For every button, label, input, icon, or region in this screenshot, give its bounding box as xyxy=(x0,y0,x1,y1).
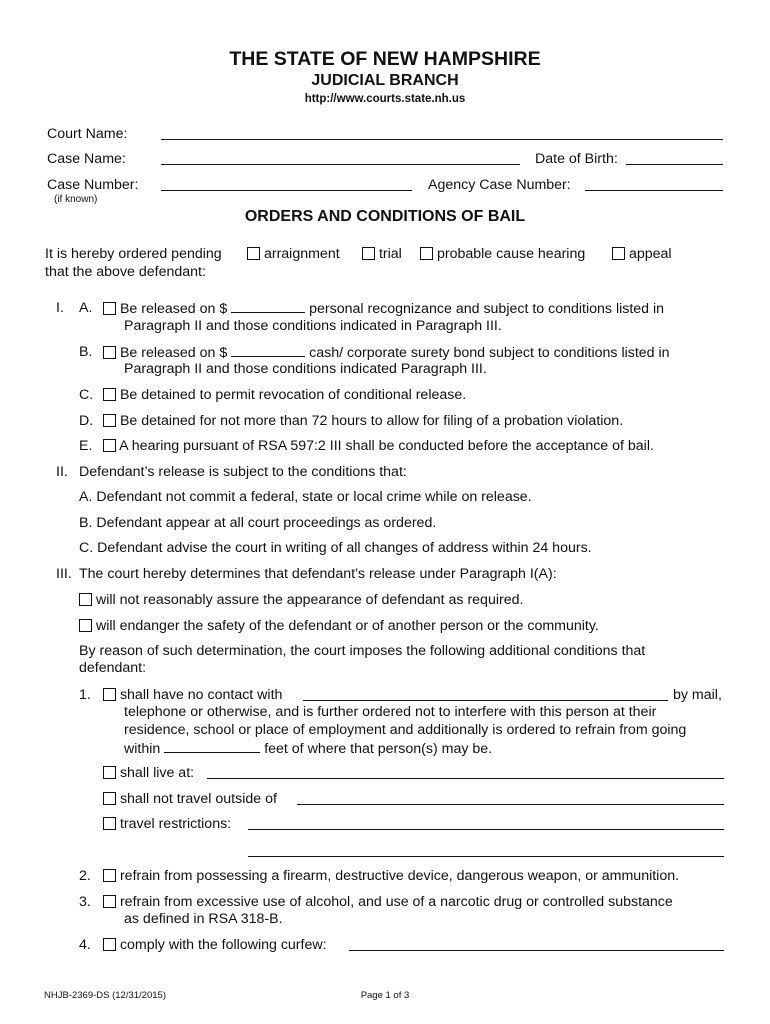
condition-1-text-5b: feet of where that person(s) may be. xyxy=(264,741,493,757)
travel-restrictions-option xyxy=(103,816,231,833)
date-of-birth-field[interactable] xyxy=(626,164,723,165)
checkbox-arraignment[interactable] xyxy=(247,247,260,260)
section-3-intro: The court hereby determines that defendant’s release under Paragraph I(A): xyxy=(79,566,557,582)
condition-2c: C. Defendant advise the court in writing of all changes of address within 24 hours. xyxy=(79,540,592,556)
condition-3-text-1: refrain from excessive use of alcohol, and use of a narcotic drug or controlled substance xyxy=(119,894,673,910)
option-trial-label: trial xyxy=(378,246,402,262)
item-1b-text-2: cash/ corporate surety bond subject to conditions listed in xyxy=(309,345,670,361)
item-1b xyxy=(103,344,670,362)
condition-1-text-2: by mail, xyxy=(673,687,722,703)
item-1a-text-2: personal recognizance and subject to conditions listed in xyxy=(309,301,665,317)
condition-4-text: comply with the following curfew: xyxy=(119,937,327,953)
condition-3-text-2: as defined in RSA 318-B. xyxy=(124,911,283,927)
item-1a-text-3: Paragraph II and those conditions indicated in Paragraph III. xyxy=(124,318,502,334)
checkbox-1c[interactable] xyxy=(103,388,116,401)
condition-1 xyxy=(103,687,282,704)
case-number-label: Case Number: xyxy=(47,177,139,193)
checkbox-appeal[interactable] xyxy=(612,247,625,260)
determination-appearance xyxy=(79,592,523,609)
travel-restrictions-field[interactable] xyxy=(248,829,724,830)
case-name-label: Case Name: xyxy=(47,151,126,167)
item-1c-label: C. xyxy=(79,387,94,403)
checkbox-trial[interactable] xyxy=(362,247,375,260)
checkbox-curfew[interactable] xyxy=(103,938,116,951)
checkbox-firearm[interactable] xyxy=(103,869,116,882)
option-arraignment[interactable] xyxy=(247,246,340,263)
checkbox-live-at[interactable] xyxy=(103,766,116,779)
condition-3 xyxy=(103,894,673,911)
checkbox-alcohol[interactable] xyxy=(103,895,116,908)
section-2-intro: Defendant’s release is subject to the conditions that: xyxy=(79,464,407,480)
item-1e-label: E. xyxy=(79,438,93,454)
checkbox-1b[interactable] xyxy=(103,346,116,359)
agency-case-number-label: Agency Case Number: xyxy=(428,177,571,193)
travel-restrictions-field-2[interactable] xyxy=(248,856,724,857)
case-name-field[interactable] xyxy=(161,164,520,165)
recognizance-amount-field[interactable] xyxy=(231,300,305,313)
condition-1-text-5a: within xyxy=(124,741,161,757)
live-at-option xyxy=(103,765,194,782)
determination-safety xyxy=(79,618,599,635)
reason-text-2: defendant: xyxy=(79,660,147,676)
option-trial[interactable] xyxy=(362,246,402,263)
condition-1-text-3: telephone or otherwise, and is further ordered not to interfere with this person at their xyxy=(124,704,657,720)
condition-2a: A. Defendant not commit a federal, state or local crime while on release. xyxy=(79,489,532,505)
surety-amount-field[interactable] xyxy=(231,344,305,357)
option-arraignment-label: arraignment xyxy=(263,246,340,262)
checkbox-1a[interactable] xyxy=(103,302,116,315)
court-name-field[interactable] xyxy=(161,139,723,140)
condition-1-line-5 xyxy=(124,740,492,758)
pending-text-2: that the above defendant: xyxy=(45,264,206,280)
page-title: THE STATE OF NEW HAMPSHIRE xyxy=(229,48,541,70)
determination-safety-text: will endanger the safety of the defendant or of another person or the community. xyxy=(95,618,599,634)
live-at-label: shall live at: xyxy=(119,765,195,781)
checkbox-no-contact[interactable] xyxy=(103,688,116,701)
item-1b-text-3: Paragraph II and those conditions indicated Paragraph III. xyxy=(124,361,487,377)
condition-4 xyxy=(103,937,327,954)
condition-4-label: 4. xyxy=(79,937,91,953)
section-1-numeral: I. xyxy=(56,300,64,316)
pending-text: It is hereby ordered pending xyxy=(45,246,222,262)
page-number: Page 1 of 3 xyxy=(360,990,410,1001)
curfew-field[interactable] xyxy=(349,950,724,951)
option-appeal-label: appeal xyxy=(628,246,672,262)
checkbox-safety[interactable] xyxy=(79,619,92,632)
item-1d-text: Be detained for not more than 72 hours to allow for filing of a probation violation. xyxy=(119,413,624,429)
section-3-numeral: III. xyxy=(56,566,72,582)
no-contact-name-field[interactable] xyxy=(303,700,668,701)
checkbox-1e[interactable] xyxy=(103,439,116,452)
item-1b-text-1: Be released on $ xyxy=(119,345,228,361)
if-known-note: (if known) xyxy=(54,194,98,205)
checkbox-1d[interactable] xyxy=(103,414,116,427)
court-name-label: Court Name: xyxy=(47,126,128,142)
condition-2-label: 2. xyxy=(79,868,91,884)
checkbox-probable-cause-hearing[interactable] xyxy=(420,247,433,260)
item-1e xyxy=(103,438,654,455)
checkbox-travel-restrictions[interactable] xyxy=(103,817,116,830)
travel-outside-option xyxy=(103,791,277,808)
court-url: http://www.courts.state.nh.us xyxy=(304,93,466,105)
condition-3-label: 3. xyxy=(79,894,91,910)
condition-2 xyxy=(103,868,679,885)
case-number-field[interactable] xyxy=(161,190,412,191)
condition-2b: B. Defendant appear at all court proceedings as ordered. xyxy=(79,515,437,531)
item-1a-label: A. xyxy=(79,300,93,316)
condition-1-text-1: shall have no contact with xyxy=(119,687,283,703)
condition-1-label: 1. xyxy=(79,687,91,703)
item-1c-text: Be detained to permit revocation of conditional release. xyxy=(119,387,467,403)
distance-feet-field[interactable] xyxy=(164,740,260,753)
item-1a-text-1: Be released on $ xyxy=(119,301,228,317)
option-appeal[interactable] xyxy=(612,246,672,263)
section-heading: ORDERS AND CONDITIONS OF BAIL xyxy=(244,208,526,225)
reason-text-1: By reason of such determination, the court imposes the following additional conditions that xyxy=(79,643,646,659)
condition-1-text-4: residence, school or place of employment and additionally is ordered to refrain from going xyxy=(124,722,687,738)
travel-outside-field[interactable] xyxy=(297,804,724,805)
date-of-birth-label: Date of Birth: xyxy=(535,151,618,167)
option-probable-cause-label: probable cause hearing xyxy=(436,246,586,262)
live-at-field[interactable] xyxy=(207,778,724,779)
page-subtitle: JUDICIAL BRANCH xyxy=(311,72,459,89)
agency-case-number-field[interactable] xyxy=(585,190,723,191)
item-1d-label: D. xyxy=(79,413,94,429)
item-1b-label: B. xyxy=(79,344,93,360)
travel-outside-label: shall not travel outside of xyxy=(119,791,277,807)
travel-restrictions-label: travel restrictions: xyxy=(119,816,232,832)
checkbox-appearance[interactable] xyxy=(79,593,92,606)
item-1a xyxy=(103,300,664,318)
item-1e-text: A hearing pursuant of RSA 597:2 III shall be conducted before the acceptance of bail. xyxy=(119,438,654,454)
checkbox-travel-outside[interactable] xyxy=(103,792,116,805)
form-id: NHJB-2369-DS (12/31/2015) xyxy=(44,990,166,1001)
section-2-numeral: II. xyxy=(56,464,68,480)
condition-2-text: refrain from possessing a firearm, destructive device, dangerous weapon, or ammunition. xyxy=(119,868,680,884)
determination-appearance-text: will not reasonably assure the appearance of defendant as required. xyxy=(95,592,524,608)
item-1c xyxy=(103,387,466,404)
option-probable-cause-hearing[interactable] xyxy=(420,246,585,263)
item-1d xyxy=(103,413,623,430)
